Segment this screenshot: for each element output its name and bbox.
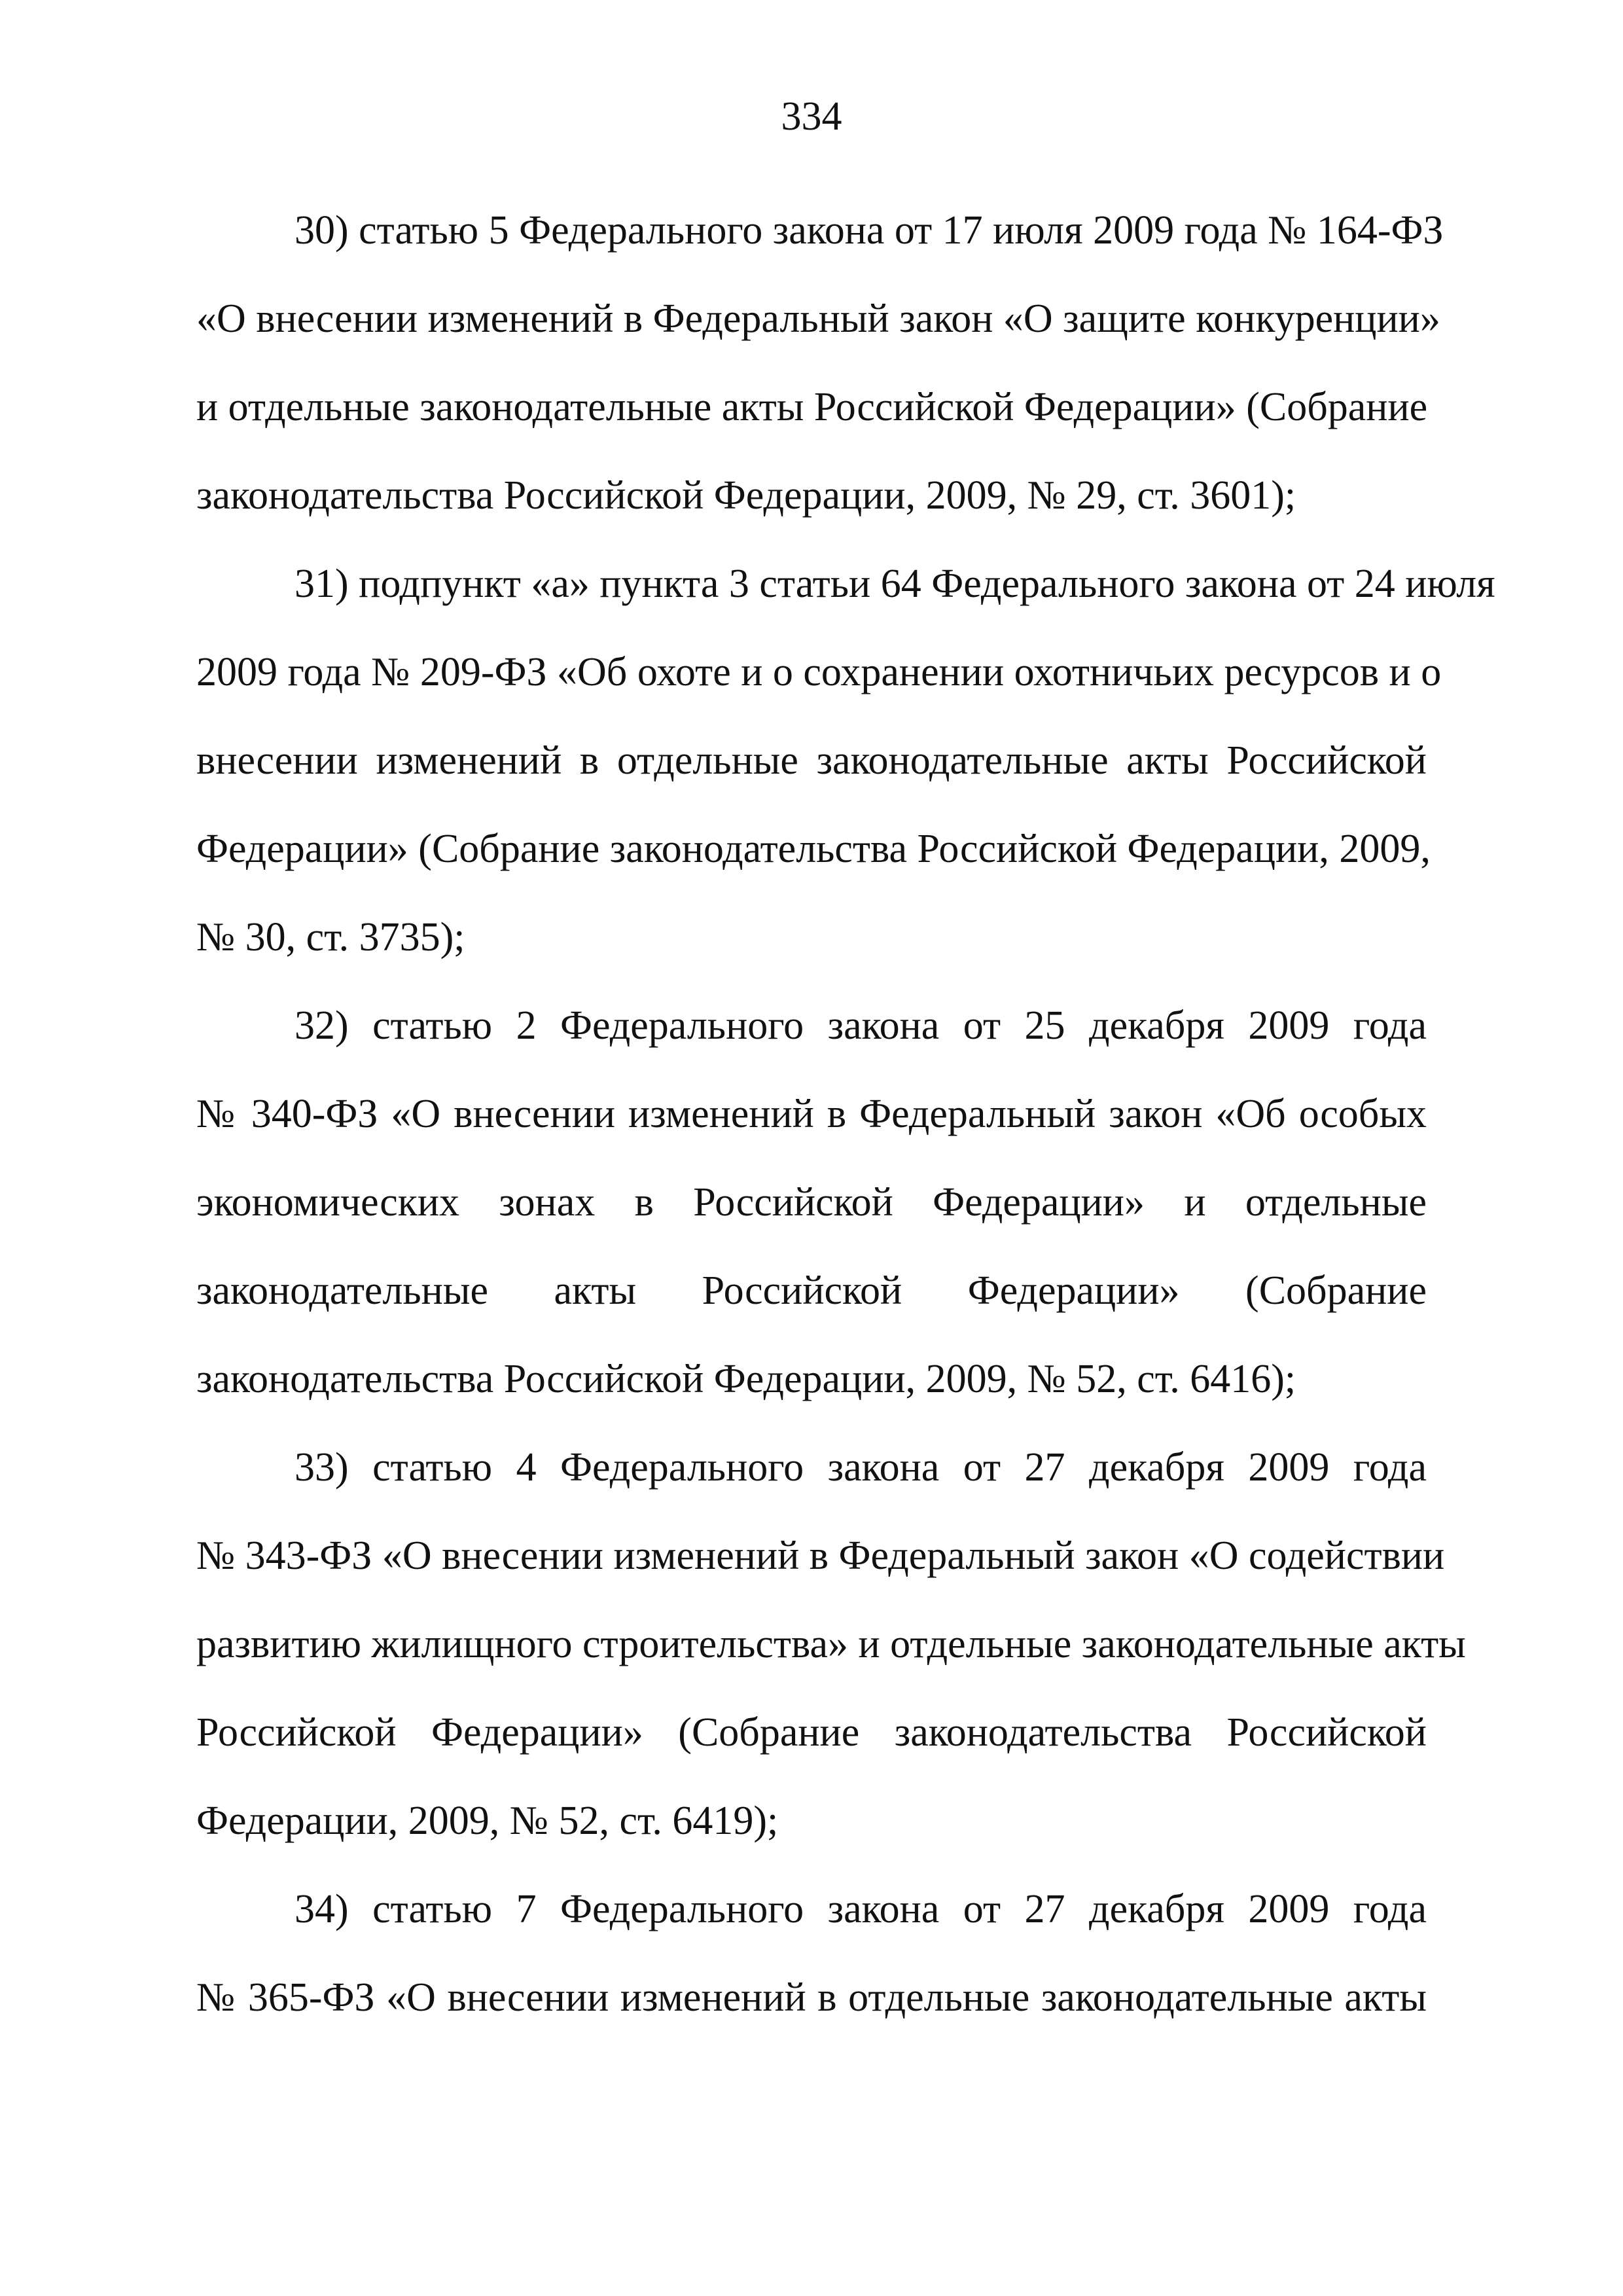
text-line: развитию жилищного строительства» и отдельные законодательные акты [196,1622,1466,1666]
text-line: 34) статью 7 Федерального закона от 27 декабря 2009 года [294,1887,1427,1931]
text-line: № 30, ст. 3735); [196,915,465,960]
text-line: Российской Федерации» (Собрание законодательства Российской [196,1710,1427,1755]
text-line: законодательные акты Российской Федерации» (Собрание [196,1268,1427,1313]
text-line: 32) статью 2 Федерального закона от 25 декабря 2009 года [294,1003,1427,1048]
text-line: 30) статью 5 Федерального закона от 17 июля 2009 года № 164-ФЗ [294,208,1444,253]
text-line: законодательства Российской Федерации, 2009, № 52, ст. 6416); [196,1357,1296,1401]
text-line: и отдельные законодательные акты Российской Федерации» (Собрание [196,385,1428,429]
page-number: 334 [781,94,842,139]
text-line: 31) подпункт «а» пункта 3 статьи 64 Федерального закона от 24 июля [294,562,1495,606]
text-line: законодательства Российской Федерации, 2009, № 29, ст. 3601); [196,473,1296,518]
text-line: 33) статью 4 Федерального закона от 27 декабря 2009 года [294,1445,1427,1490]
text-line: экономических зонах в Российской Федерации» и отдельные [196,1180,1427,1225]
text-line: «О внесении изменений в Федеральный закон «О защите конкуренции» [196,296,1440,341]
text-line: внесении изменений в отдельные законодательные акты Российской [196,738,1427,783]
text-line: № 340-ФЗ «О внесении изменений в Федеральный закон «Об особых [196,1092,1427,1136]
text-line: 2009 года № 209-ФЗ «Об охоте и о сохранении охотничьих ресурсов и о [196,650,1442,694]
text-line: № 365-ФЗ «О внесении изменений в отдельные законодательные акты [196,1975,1427,2020]
text-line: Федерации» (Собрание законодательства Российской Федерации, 2009, [196,827,1431,871]
text-line: Федерации, 2009, № 52, ст. 6419); [196,1799,779,1843]
text-line: № 343-ФЗ «О внесении изменений в Федеральный закон «О содействии [196,1534,1445,1578]
document-body [196,187,1495,2042]
